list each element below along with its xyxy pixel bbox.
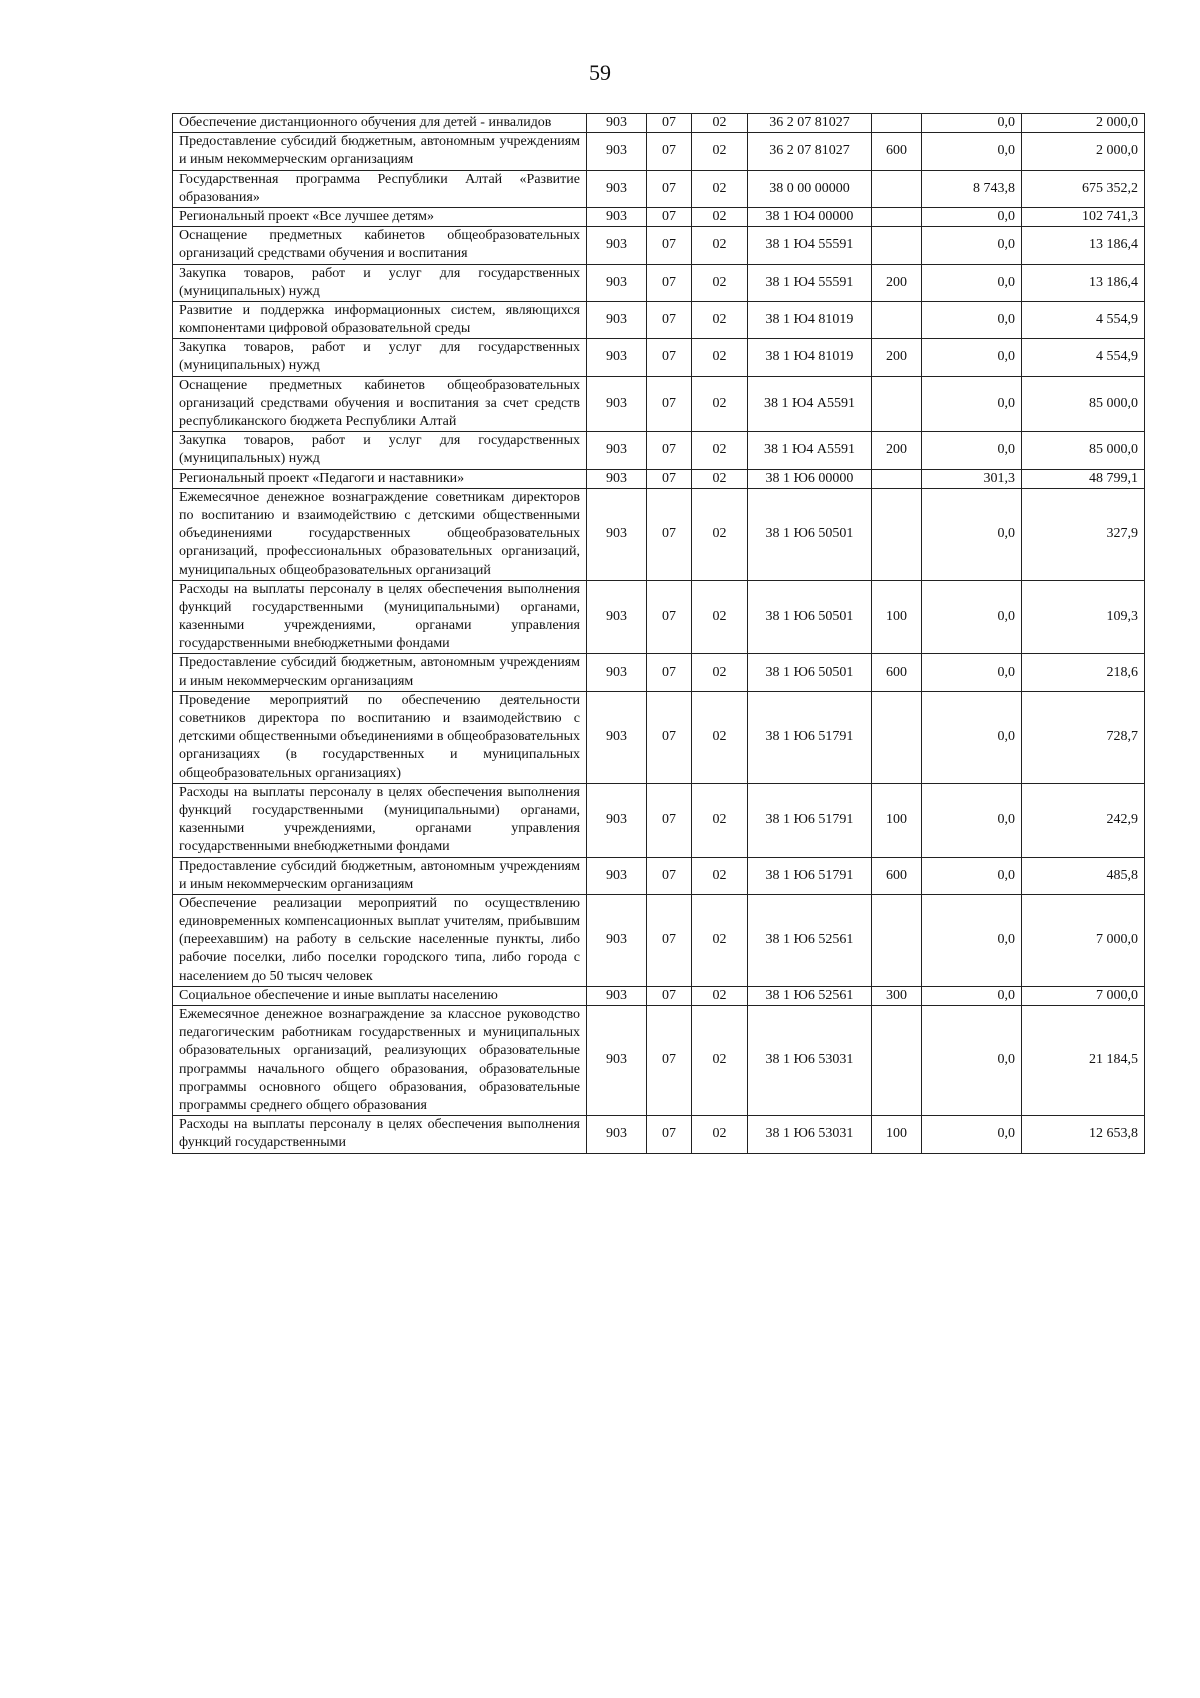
- row-csr: 38 1 Ю6 53031: [748, 1006, 872, 1116]
- row-sum2: 327,9: [1022, 488, 1145, 580]
- row-vr: [872, 207, 922, 226]
- row-sum2: 13 186,4: [1022, 227, 1145, 264]
- row-csr: 38 1 Ю6 52561: [748, 894, 872, 986]
- row-name: Социальное обеспечение и иные выплаты населению: [173, 986, 587, 1005]
- row-ved: 903: [587, 654, 647, 691]
- row-name: Расходы на выплаты персоналу в целях обеспечения выполнения функций государственными (муниципальными) органами, казенными учреждениями, органами управления государственными внебюджетными фондами: [173, 783, 587, 857]
- row-vr: [872, 114, 922, 133]
- row-sum1: 0,0: [922, 227, 1022, 264]
- row-name: Закупка товаров, работ и услуг для государственных (муниципальных) нужд: [173, 339, 587, 376]
- row-sum2: 2 000,0: [1022, 133, 1145, 170]
- row-sum1: 0,0: [922, 301, 1022, 338]
- table-row: [173, 133, 1145, 170]
- row-vr: [872, 691, 922, 783]
- row-csr: 38 1 Ю6 51791: [748, 691, 872, 783]
- row-sum2: 2 000,0: [1022, 114, 1145, 133]
- row-ved: 903: [587, 264, 647, 301]
- row-pr: 02: [692, 264, 748, 301]
- row-pr: 02: [692, 339, 748, 376]
- row-sum2: 4 554,9: [1022, 339, 1145, 376]
- row-name: Обеспечение дистанционного обучения для детей - инвалидов: [173, 114, 587, 133]
- row-csr: 38 1 Ю4 81019: [748, 339, 872, 376]
- row-vr: [872, 469, 922, 488]
- row-ved: 903: [587, 339, 647, 376]
- row-csr: 38 1 Ю6 51791: [748, 857, 872, 894]
- row-rz: 07: [647, 376, 692, 432]
- table-row: [173, 432, 1145, 469]
- row-sum2: 12 653,8: [1022, 1116, 1145, 1153]
- row-vr: [872, 894, 922, 986]
- row-sum1: 0,0: [922, 857, 1022, 894]
- row-rz: 07: [647, 114, 692, 133]
- row-csr: 38 1 Ю6 00000: [748, 469, 872, 488]
- table-row: [173, 986, 1145, 1005]
- row-name: Закупка товаров, работ и услуг для государственных (муниципальных) нужд: [173, 432, 587, 469]
- row-name: Расходы на выплаты персоналу в целях обеспечения выполнения функций государственными (муниципальными) органами, казенными учреждениями, органами управления государственными внебюджетными фондами: [173, 580, 587, 654]
- row-rz: 07: [647, 264, 692, 301]
- row-sum2: 218,6: [1022, 654, 1145, 691]
- row-ved: 903: [587, 207, 647, 226]
- row-pr: 02: [692, 301, 748, 338]
- table-row: [173, 580, 1145, 654]
- row-vr: 100: [872, 783, 922, 857]
- row-name: Региональный проект «Педагоги и наставники»: [173, 469, 587, 488]
- row-vr: [872, 227, 922, 264]
- row-sum1: 0,0: [922, 488, 1022, 580]
- row-pr: 02: [692, 783, 748, 857]
- row-vr: 600: [872, 654, 922, 691]
- row-name: Оснащение предметных кабинетов общеобразовательных организаций средствами обучения и воспитания за счет средств республиканского бюджета Республики Алтай: [173, 376, 587, 432]
- row-sum1: 0,0: [922, 207, 1022, 226]
- row-ved: 903: [587, 488, 647, 580]
- row-rz: 07: [647, 580, 692, 654]
- row-csr: 38 1 Ю6 50501: [748, 580, 872, 654]
- row-sum2: 7 000,0: [1022, 894, 1145, 986]
- row-sum2: 675 352,2: [1022, 170, 1145, 207]
- row-csr: 38 0 00 00000: [748, 170, 872, 207]
- row-ved: 903: [587, 133, 647, 170]
- row-vr: 600: [872, 857, 922, 894]
- row-csr: 38 1 Ю6 53031: [748, 1116, 872, 1153]
- row-csr: 38 1 Ю4 А5591: [748, 432, 872, 469]
- row-rz: 07: [647, 783, 692, 857]
- table-row: [173, 170, 1145, 207]
- row-sum2: 7 000,0: [1022, 986, 1145, 1005]
- row-csr: 38 1 Ю4 81019: [748, 301, 872, 338]
- row-csr: 38 1 Ю6 52561: [748, 986, 872, 1005]
- row-rz: 07: [647, 488, 692, 580]
- row-csr: 38 1 Ю4 55591: [748, 227, 872, 264]
- row-pr: 02: [692, 488, 748, 580]
- row-rz: 07: [647, 227, 692, 264]
- row-sum2: 109,3: [1022, 580, 1145, 654]
- row-ved: 903: [587, 857, 647, 894]
- row-ved: 903: [587, 432, 647, 469]
- table-row: [173, 114, 1145, 133]
- row-sum1: 0,0: [922, 339, 1022, 376]
- row-sum2: 85 000,0: [1022, 376, 1145, 432]
- row-ved: 903: [587, 170, 647, 207]
- row-ved: 903: [587, 783, 647, 857]
- row-sum2: 21 184,5: [1022, 1006, 1145, 1116]
- row-name: Закупка товаров, работ и услуг для государственных (муниципальных) нужд: [173, 264, 587, 301]
- table-row: [173, 376, 1145, 432]
- row-rz: 07: [647, 654, 692, 691]
- row-rz: 07: [647, 1006, 692, 1116]
- row-name: Развитие и поддержка информационных систем, являющихся компонентами цифровой образовательной среды: [173, 301, 587, 338]
- row-csr: 38 1 Ю4 55591: [748, 264, 872, 301]
- row-name: Ежемесячное денежное вознаграждение советникам директоров по воспитанию и взаимодействию с детскими общественными объединениями государственных общеобразовательных организаций, профессиональных образовательных организаций, муниципальных общеобразовательных организаций: [173, 488, 587, 580]
- row-pr: 02: [692, 986, 748, 1005]
- row-ved: 903: [587, 1116, 647, 1153]
- row-sum1: 0,0: [922, 114, 1022, 133]
- row-pr: 02: [692, 1116, 748, 1153]
- row-vr: 200: [872, 339, 922, 376]
- row-vr: 100: [872, 580, 922, 654]
- budget-table: [172, 113, 1145, 1154]
- row-pr: 02: [692, 133, 748, 170]
- table-row: [173, 654, 1145, 691]
- row-sum1: 301,3: [922, 469, 1022, 488]
- row-ved: 903: [587, 114, 647, 133]
- row-sum1: 0,0: [922, 894, 1022, 986]
- row-rz: 07: [647, 133, 692, 170]
- table-row: [173, 857, 1145, 894]
- row-name: Предоставление субсидий бюджетным, автономным учреждениям и иным некоммерческим организациям: [173, 857, 587, 894]
- row-rz: 07: [647, 857, 692, 894]
- row-pr: 02: [692, 894, 748, 986]
- row-rz: 07: [647, 469, 692, 488]
- row-sum2: 4 554,9: [1022, 301, 1145, 338]
- row-sum1: 0,0: [922, 133, 1022, 170]
- row-rz: 07: [647, 207, 692, 226]
- row-vr: 300: [872, 986, 922, 1005]
- row-pr: 02: [692, 691, 748, 783]
- row-sum1: 0,0: [922, 1006, 1022, 1116]
- row-vr: [872, 488, 922, 580]
- row-vr: [872, 301, 922, 338]
- row-sum2: 728,7: [1022, 691, 1145, 783]
- table-row: [173, 1006, 1145, 1116]
- row-sum2: 48 799,1: [1022, 469, 1145, 488]
- row-rz: 07: [647, 894, 692, 986]
- row-sum2: 485,8: [1022, 857, 1145, 894]
- row-csr: 38 1 Ю6 50501: [748, 488, 872, 580]
- budget-table-body: [173, 114, 1145, 1154]
- row-pr: 02: [692, 857, 748, 894]
- row-name: Расходы на выплаты персоналу в целях обеспечения выполнения функций государственными: [173, 1116, 587, 1153]
- table-row: [173, 227, 1145, 264]
- row-name: Обеспечение реализации мероприятий по осуществлению единовременных компенсационных выплат учителям, прибывшим (переехавшим) на работу в сельские населенные пункты, либо рабочие поселки, либо поселки городского типа, либо города с населением до 50 тысяч человек: [173, 894, 587, 986]
- row-rz: 07: [647, 170, 692, 207]
- row-ved: 903: [587, 894, 647, 986]
- row-sum1: 8 743,8: [922, 170, 1022, 207]
- row-sum1: 0,0: [922, 432, 1022, 469]
- row-vr: 200: [872, 264, 922, 301]
- table-row: [173, 1116, 1145, 1153]
- row-vr: 600: [872, 133, 922, 170]
- table-row: [173, 691, 1145, 783]
- row-sum1: 0,0: [922, 783, 1022, 857]
- row-sum1: 0,0: [922, 580, 1022, 654]
- row-pr: 02: [692, 114, 748, 133]
- row-name: Предоставление субсидий бюджетным, автономным учреждениям и иным некоммерческим организациям: [173, 654, 587, 691]
- table-row: [173, 301, 1145, 338]
- row-vr: [872, 1006, 922, 1116]
- row-pr: 02: [692, 469, 748, 488]
- row-name: Ежемесячное денежное вознаграждение за классное руководство педагогическим работникам государственных и муниципальных образовательных организаций, реализующих образовательные программы начального общего образования, образовательные программы основного общего образования, образовательные программы среднего общего образования: [173, 1006, 587, 1116]
- row-pr: 02: [692, 432, 748, 469]
- row-vr: [872, 170, 922, 207]
- row-csr: 38 1 Ю6 51791: [748, 783, 872, 857]
- row-ved: 903: [587, 227, 647, 264]
- row-sum2: 13 186,4: [1022, 264, 1145, 301]
- table-row: [173, 894, 1145, 986]
- table-row: [173, 207, 1145, 226]
- row-pr: 02: [692, 227, 748, 264]
- row-pr: 02: [692, 1006, 748, 1116]
- row-csr: 38 1 Ю4 А5591: [748, 376, 872, 432]
- row-vr: 200: [872, 432, 922, 469]
- row-ved: 903: [587, 580, 647, 654]
- row-pr: 02: [692, 207, 748, 226]
- row-sum1: 0,0: [922, 376, 1022, 432]
- row-rz: 07: [647, 432, 692, 469]
- row-csr: 38 1 Ю4 00000: [748, 207, 872, 226]
- row-sum2: 242,9: [1022, 783, 1145, 857]
- row-vr: [872, 376, 922, 432]
- row-pr: 02: [692, 170, 748, 207]
- row-rz: 07: [647, 986, 692, 1005]
- row-ved: 903: [587, 469, 647, 488]
- row-pr: 02: [692, 580, 748, 654]
- table-row: [173, 264, 1145, 301]
- row-name: Государственная программа Республики Алтай «Развитие образования»: [173, 170, 587, 207]
- row-ved: 903: [587, 1006, 647, 1116]
- row-name: Оснащение предметных кабинетов общеобразовательных организаций средствами обучения и воспитания: [173, 227, 587, 264]
- row-sum1: 0,0: [922, 986, 1022, 1005]
- row-ved: 903: [587, 376, 647, 432]
- row-rz: 07: [647, 691, 692, 783]
- row-ved: 903: [587, 301, 647, 338]
- page-number: 59: [589, 60, 611, 85]
- row-rz: 07: [647, 339, 692, 376]
- row-name: Региональный проект «Все лучшее детям»: [173, 207, 587, 226]
- row-csr: 38 1 Ю6 50501: [748, 654, 872, 691]
- row-sum2: 102 741,3: [1022, 207, 1145, 226]
- row-csr: 36 2 07 81027: [748, 133, 872, 170]
- row-pr: 02: [692, 654, 748, 691]
- row-sum1: 0,0: [922, 654, 1022, 691]
- row-ved: 903: [587, 691, 647, 783]
- row-sum2: 85 000,0: [1022, 432, 1145, 469]
- row-name: Проведение мероприятий по обеспечению деятельности советников директора по воспитанию и взаимодействию с детскими общественными объединениями в общеобразовательных организациях (в государственных и муниципальных общеобразовательных организациях): [173, 691, 587, 783]
- table-row: [173, 469, 1145, 488]
- table-row: [173, 488, 1145, 580]
- row-pr: 02: [692, 376, 748, 432]
- row-sum1: 0,0: [922, 1116, 1022, 1153]
- row-ved: 903: [587, 986, 647, 1005]
- row-csr: 36 2 07 81027: [748, 114, 872, 133]
- row-rz: 07: [647, 301, 692, 338]
- row-vr: 100: [872, 1116, 922, 1153]
- table-row: [173, 339, 1145, 376]
- table-row: [173, 783, 1145, 857]
- row-sum1: 0,0: [922, 264, 1022, 301]
- row-name: Предоставление субсидий бюджетным, автономным учреждениям и иным некоммерческим организациям: [173, 133, 587, 170]
- row-sum1: 0,0: [922, 691, 1022, 783]
- row-rz: 07: [647, 1116, 692, 1153]
